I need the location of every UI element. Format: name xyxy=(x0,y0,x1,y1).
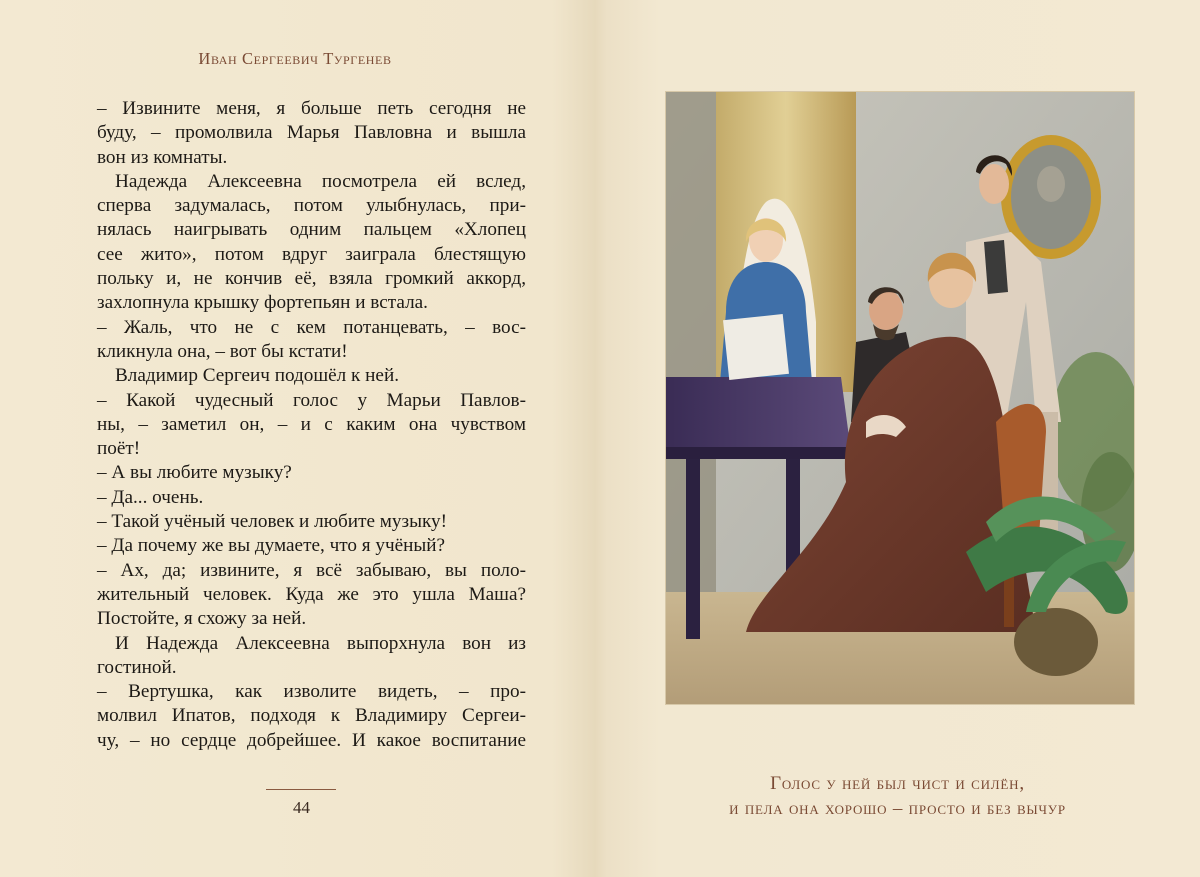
text-line: сперва задумалась, потом улыбнулась, при- xyxy=(97,195,526,217)
text-line: – Ах, да; извините, я всё забываю, вы поло- xyxy=(97,559,526,581)
running-head: Иван Сергеевич Тургенев xyxy=(198,49,392,68)
text-line: вон из комнаты. xyxy=(97,146,228,168)
text-line: жительный человек. Куда же это ушла Маша? xyxy=(97,583,526,605)
text-line: – Вертушка, как изволите видеть, – про- xyxy=(97,681,526,703)
text-line: нялась наигрывать одним пальцем «Хлопец xyxy=(97,219,526,241)
text-line: – Такой учёный человек и любите музыку! xyxy=(97,511,448,533)
text-line: – Жаль, что не с кем потанцевать, – вос- xyxy=(97,316,526,338)
text-line: Постойте, я схожу за ней. xyxy=(97,608,307,630)
text-line: ны, – заметил он, – и с каким она чувством xyxy=(97,413,526,435)
text-line: – Какой чудесный голос у Марьи Павлов- xyxy=(97,389,526,411)
text-line: Владимир Сергеич подошёл к ней. xyxy=(115,365,400,387)
page-number: 44 xyxy=(293,798,310,817)
sheet-music xyxy=(723,314,789,380)
text-line: И Надежда Алексеевна выпорхнула вон из xyxy=(115,632,526,654)
text-line: – Да... очень. xyxy=(97,486,204,508)
text-line: – Да почему же вы думаете, что я учёный? xyxy=(97,535,446,557)
text-line: польку и, не кончив её, взяла громкий аккорд, xyxy=(97,268,526,290)
text-line: Надежда Алексеевна посмотрела ей вслед, xyxy=(115,170,526,192)
caption-line-1: Голос у ней был чист и силён, xyxy=(770,773,1025,794)
illustration-artwork xyxy=(666,92,1134,704)
folio-rule xyxy=(266,789,336,790)
text-line: – А вы любите музыку? xyxy=(97,462,292,484)
text-line: буду, – промолвила Марья Павловна и вышла xyxy=(97,122,526,144)
text-line: сее жито», потом вдруг заиграла блестящую xyxy=(97,243,526,265)
text-line: кликнула она, – вот бы кстати! xyxy=(97,340,348,362)
body-text xyxy=(97,97,526,753)
text-line: гостиной. xyxy=(97,656,177,678)
text-line: – Извините меня, я больше петь сегодня не xyxy=(97,98,526,119)
text-line: молвил Ипатов, подходя к Владимиру Сергеи- xyxy=(97,705,526,727)
text-line: поёт! xyxy=(97,438,141,460)
caption-line-2: и пела она хорошо – просто и без вычур xyxy=(729,798,1066,819)
illustration-caption xyxy=(615,771,1180,821)
text-line: чу, – но сердце добрейшее. И какое воспитание xyxy=(97,729,526,751)
text-line: захлопнула крышку фортепьян и встала. xyxy=(97,292,428,314)
illustration xyxy=(666,92,1134,704)
